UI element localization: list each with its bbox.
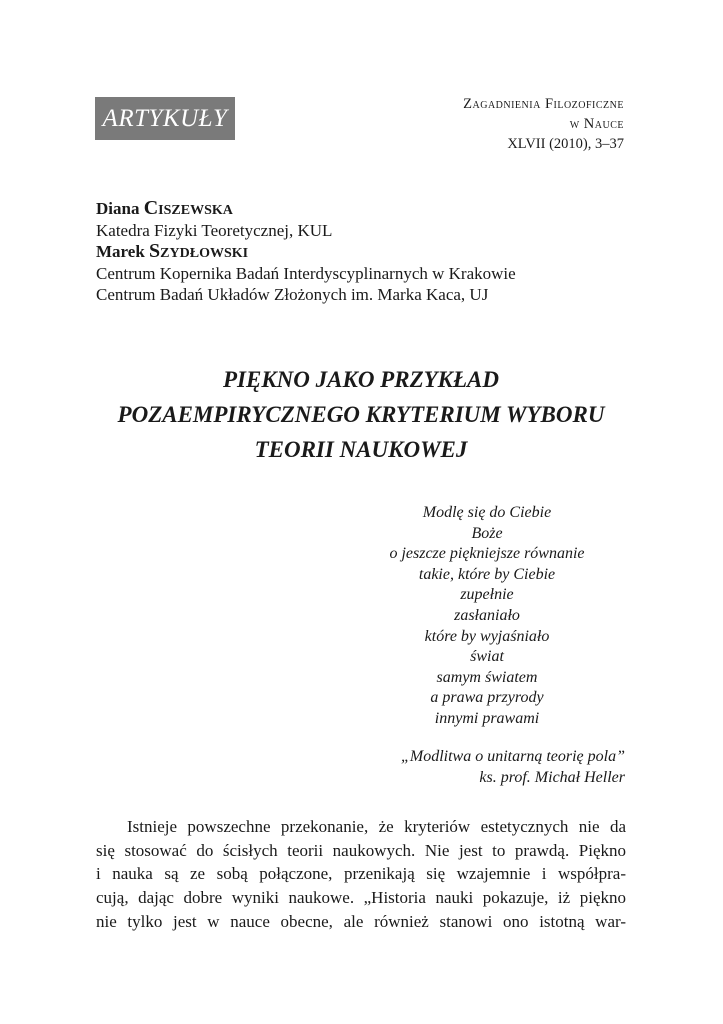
section-badge-label: ARTYKUŁY: [102, 104, 228, 132]
body-line: nie tylko jest w nauce obecne, ale również stanowi ono istotną war-: [96, 911, 626, 931]
journal-name-line1: Zagadnienia Filozoficzne: [463, 96, 624, 112]
poem-line: Modlę się do Ciebie: [422, 504, 552, 521]
journal-name-line2: w Nauce: [569, 116, 624, 132]
author-1-given-name: Diana: [96, 199, 140, 218]
author-1-name: [96, 198, 516, 220]
poem-line: które by wyjaśniało: [424, 627, 550, 645]
poem-line: o jeszcze piękniejsze równanie: [389, 545, 585, 563]
section-badge: [95, 97, 235, 140]
title-line-2: POZAEMPIRYCZNEGO KRYTERIUM WYBORU: [117, 402, 605, 427]
article-title: [96, 362, 626, 467]
title-line-1: PIĘKNO JAKO PRZYKŁAD: [222, 367, 500, 392]
epigraph-poem: [380, 503, 594, 730]
title-line-3: TEORII NAUKOWEJ: [254, 437, 468, 462]
epigraph-poem-title: „Modlitwa o unitarną teorię pola”: [400, 748, 625, 765]
journal-info: [463, 94, 624, 154]
poem-line: Boże: [471, 524, 503, 542]
author-2-given-name: Marek: [96, 242, 145, 261]
author-2-affiliation-2: Centrum Badań Układów Złożonych im. Marka Kaca, UJ: [96, 285, 489, 304]
epigraph-attribution: [401, 746, 625, 788]
poem-line: a prawa przyrody: [430, 689, 544, 707]
body-line: się stosować do ścisłych teorii naukowych. Nie jest to prawdą. Piękno: [96, 840, 626, 860]
poem-line: zupełnie: [460, 586, 514, 604]
body-line: Istnieje powszechne przekonanie, że kryteriów estetycznych nie da: [127, 817, 626, 836]
author-1-surname: Ciszewska: [143, 197, 233, 219]
authors-block: [96, 198, 516, 306]
author-1-affiliation: Katedra Fizyki Teoretycznej, KUL: [96, 220, 333, 240]
author-2-name: [96, 241, 516, 263]
body-line: cują, dając dobre wyniki naukowe. „Historia nauki pokazuje, iż piękno: [96, 888, 626, 908]
poem-line: zasłaniało: [454, 606, 520, 624]
poem-line: takie, które by Ciebie: [418, 565, 556, 583]
poem-line: innymi prawami: [434, 709, 540, 727]
epigraph-author: ks. prof. Michał Heller: [479, 769, 625, 786]
body-paragraph: [96, 815, 626, 934]
poem-line: samym światem: [436, 668, 538, 686]
body-line: i nauka są ze sobą połączone, przenikają się wzajemnie i współpra-: [96, 864, 626, 884]
poem-line: świat: [470, 648, 504, 666]
journal-volume: XLVII (2010), 3–37: [507, 136, 624, 152]
author-2-affiliation-1: Centrum Kopernika Badań Interdyscyplinarnych w Krakowie: [96, 263, 516, 283]
author-2-surname: Szydłowski: [149, 240, 249, 262]
